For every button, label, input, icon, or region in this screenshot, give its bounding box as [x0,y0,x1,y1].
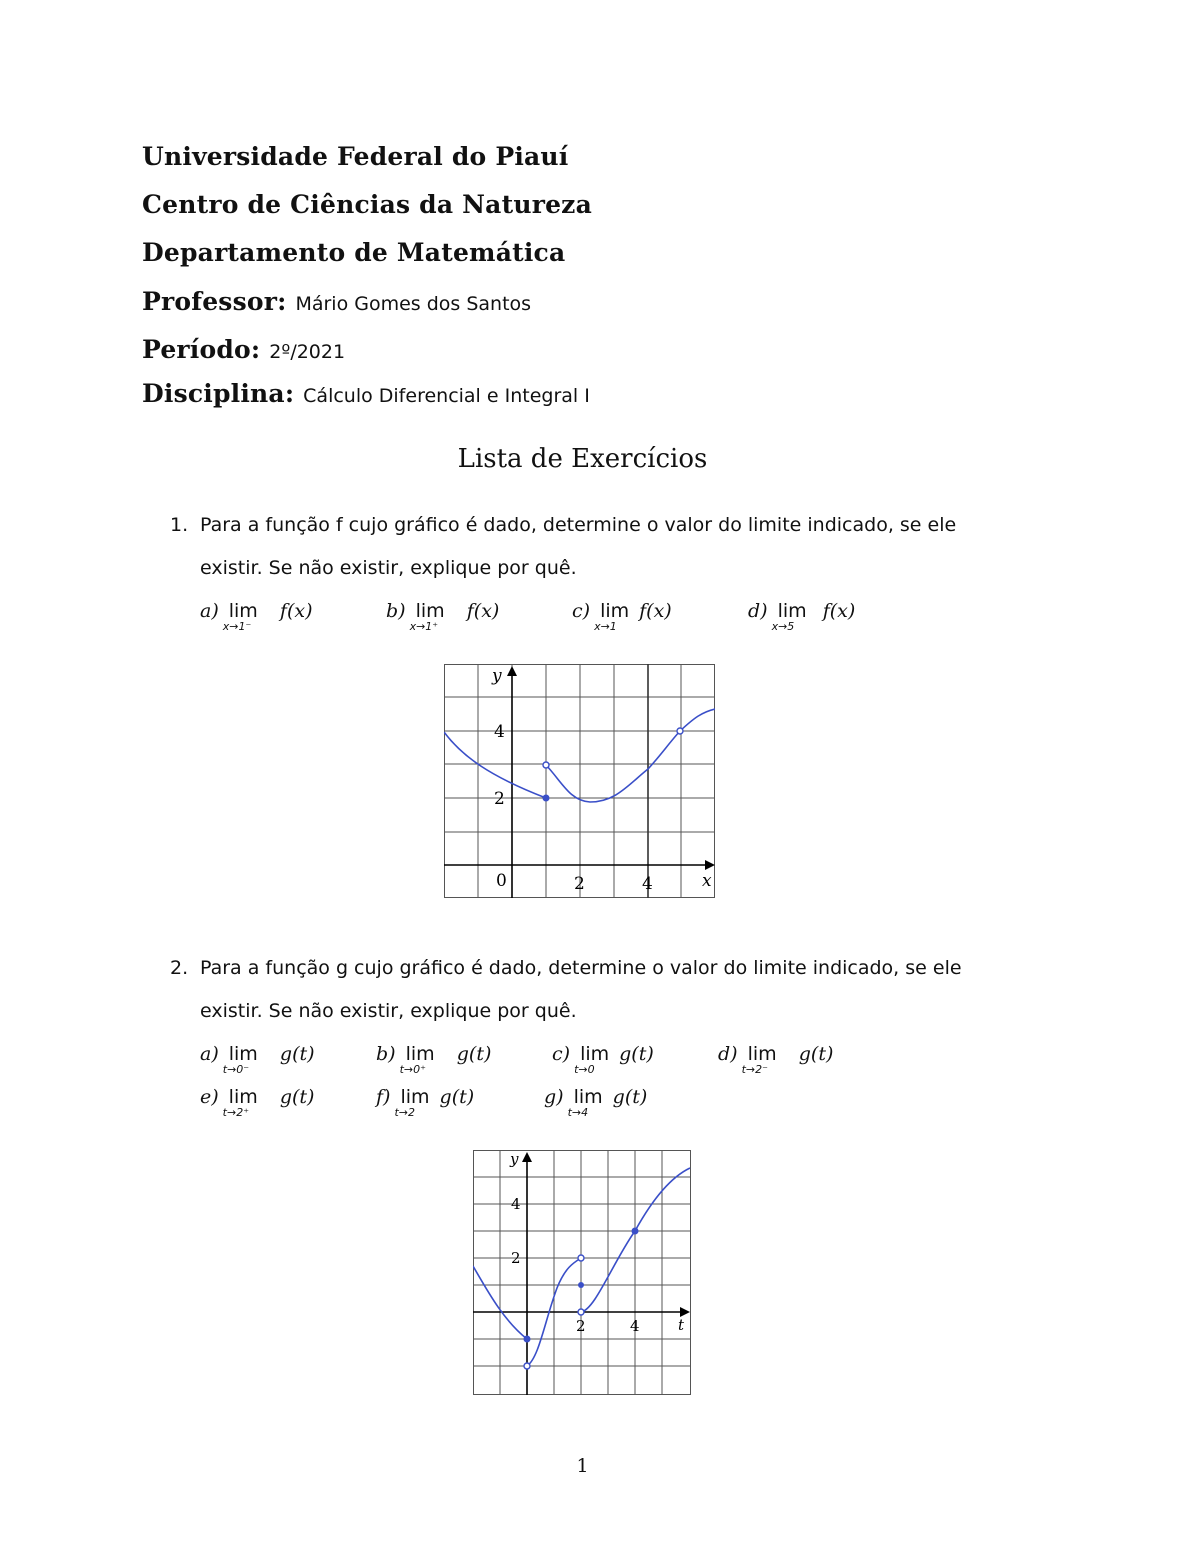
ex2-item-d: d) lim t→2⁻ g(t) [718,1043,834,1076]
graph-g-open-point-2-top [578,1255,584,1261]
graph-f-origin-label: 0 [496,871,507,891]
ex2-item-g: g) lim t→4 g(t) [544,1086,648,1119]
graph-g-grid [473,1150,691,1395]
professor-label: Professor: [142,287,287,316]
professor-line [142,287,531,316]
graph-g-closed-point-2 [578,1282,584,1288]
exercise-1-line-1 [170,514,956,536]
period-label: Período: [142,335,261,364]
graph-f-open-point-5 [677,728,683,734]
graph-f-tick-y4: 4 [494,722,505,742]
ex2-item-a: a) lim t→0⁻ g(t) [200,1043,315,1076]
graph-f-grid [444,664,715,898]
graph-g-tick-x2: 2 [576,1317,586,1335]
graph-f-curve-right [546,709,715,802]
graph-g-x-label: t [678,1316,685,1334]
ex1-item-b: b) lim x→1⁺ f(x) [386,600,500,633]
graph-f-open-point-1 [543,762,549,768]
graph-g-open-point-0 [524,1363,530,1369]
graph-f-x-label: x [702,871,712,891]
center-name: Centro de Ciências da Natureza [142,190,592,219]
graph-f-y-label: y [492,666,502,686]
graph-g-tick-y2: 2 [511,1249,521,1267]
page-title: Lista de Exercícios [457,444,708,474]
graph-f-tick-x2: 2 [574,874,585,894]
graph-g-closed-point-4 [632,1228,639,1235]
discipline-line [142,379,590,408]
exercise-1-line-2: existir. Se não existir, explique por quê. [200,557,577,579]
graph-g-open-point-2-bottom [578,1309,584,1315]
page-number: 1 [576,1455,589,1477]
ex2-item-c: c) lim t→0 g(t) [552,1043,654,1076]
exercise-1-number: 1. [170,514,189,536]
graph-f [444,664,715,898]
exercise-2-statement: Para a função g cujo gráfico é dado, determine o valor do limite indicado, se ele [200,957,962,979]
ex1-item-d: d) lim x→5 f(x) [748,600,856,633]
university-name: Universidade Federal do Piauí [142,142,569,171]
graph-f-x-arrow [705,860,715,870]
ex2-item-e: e) lim t→2⁺ g(t) [200,1086,315,1119]
graph-f-y-arrow [507,666,517,676]
ex1-item-c: c) lim x→1 f(x) [572,600,672,633]
discipline-label: Disciplina: [142,379,295,408]
graph-g-tick-x4: 4 [630,1317,640,1335]
exercise-2-number: 2. [170,957,189,979]
graph-g-y-arrow [522,1152,532,1162]
graph-f-closed-point [543,795,550,802]
graph-f-tick-y2: 2 [494,789,505,809]
department-name: Departamento de Matemática [142,238,566,267]
period-value: 2º/2021 [269,341,346,363]
ex2-item-f: f) lim t→2 g(t) [376,1086,475,1119]
exercise-2-line-1 [170,957,962,979]
exercise-2-line-2: existir. Se não existir, explique por quê. [200,1000,577,1022]
graph-g-closed-point-0 [524,1336,531,1343]
graph-g-y-label: y [510,1150,519,1168]
professor-value: Mário Gomes dos Santos [295,293,532,315]
ex1-item-a: a) lim x→1⁻ f(x) [200,600,313,633]
exercise-1-statement: Para a função f cujo gráfico é dado, determine o valor do limite indicado, se ele [200,514,957,536]
ex2-item-b: b) lim t→0⁺ g(t) [376,1043,492,1076]
graph-g [473,1150,691,1395]
graph-f-tick-x4: 4 [642,874,653,894]
period-line [142,335,345,364]
discipline-value: Cálculo Diferencial e Integral I [303,385,590,407]
graph-g-tick-y4: 4 [511,1195,521,1213]
